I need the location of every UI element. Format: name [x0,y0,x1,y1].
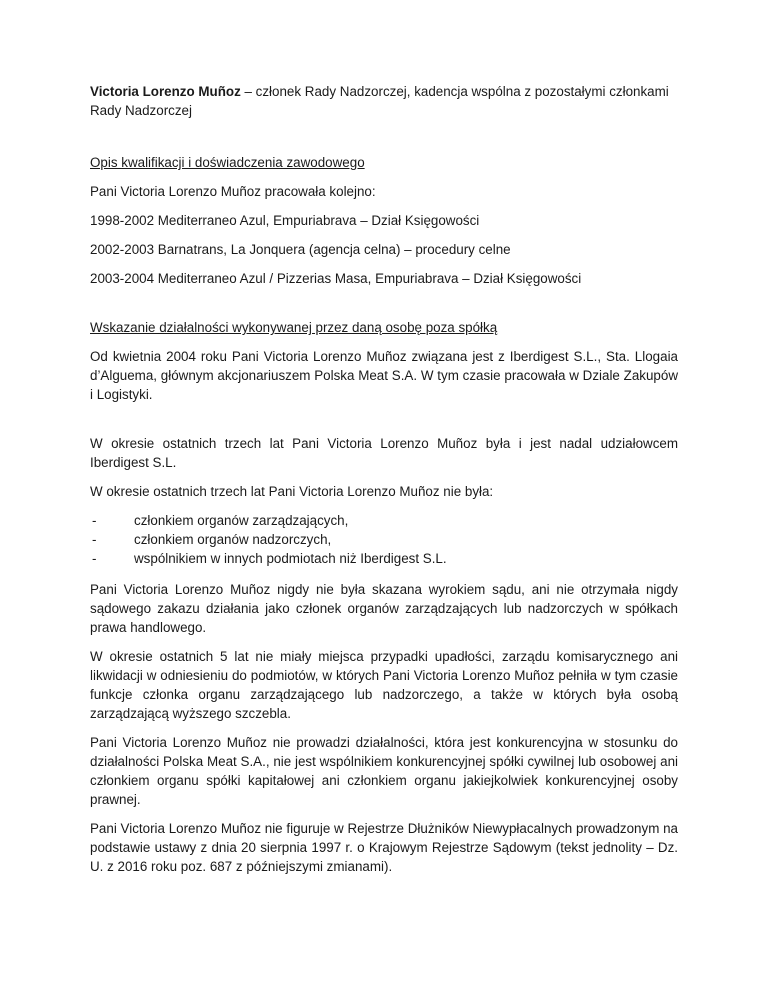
list-item-text: członkiem organów zarządzających, [134,513,349,528]
qualifications-heading: Opis kwalifikacji i doświadczenia zawodowego [90,155,365,170]
activities-paragraph-5: W okresie ostatnich 5 lat nie miały miejsca przypadki upadłości, zarządu komisarycznego ani likwidacji w odniesieniu do podmiotów, w których Pani Victoria Lorenzo Muñoz pełniła w tym czasie funkcje członka organu zarządzającego lub nadzorczego, a także w których była osobą zarządzającą wyższego szczebla. [90,649,678,721]
activities-heading: Wskazanie działalności wykonywanej przez daną osobę poza spółką [90,320,498,335]
activities-paragraph-7: Pani Victoria Lorenzo Muñoz nie figuruje w Rejestrze Dłużników Niewypłacalnych prowadzonym na podstawie ustawy z dnia 20 sierpnia 1997 r. o Krajowym Rejestrze Sądowym (tekst jednolity – Dz. U. z 2016 roku poz. 687 z późniejszymi zmianami). [90,821,678,874]
list-item-text: członkiem organów nadzorczych, [134,532,332,547]
job-entry: 2003-2004 Mediterraneo Azul / Pizzerias Masa, Empuriabrava – Dział Księgowości [90,271,582,286]
job-entry: 1998-2002 Mediterraneo Azul, Empuriabrava – Dział Księgowości [90,213,480,228]
list-item-text: wspólnikiem w innych podmiotach niż Iberdigest S.L. [134,551,447,566]
document-body [90,82,678,886]
person-name: Victoria Lorenzo Muñoz [90,84,241,99]
list-item [90,549,678,568]
list-item [90,530,678,549]
list-dash: - [92,551,97,566]
job-entry: 2002-2003 Barnatrans, La Jonquera (agencja celna) – procedury celne [90,242,511,257]
list-dash: - [92,513,97,528]
roles-list [90,511,678,568]
activities-paragraph-3: W okresie ostatnich trzech lat Pani Victoria Lorenzo Muñoz nie była: [90,484,494,499]
activities-paragraph-1: Od kwietnia 2004 roku Pani Victoria Lorenzo Muñoz związana jest z Iberdigest S.L., Sta. Llogaia d’Alguema, głównym akcjonariuszem Polska Meat S.A. W tym czasie pracowała w Dziale Zakupów i Logistyki. [90,349,678,402]
intro-paragraph [90,82,678,120]
activities-paragraph-6: Pani Victoria Lorenzo Muñoz nie prowadzi działalności, która jest konkurencyjna w stosunku do działalności Polska Meat S.A., nie jest wspólnikiem konkurencyjnej spółki cywilnej lub osobowej ani członkiem organu spółki kapitałowej ani członkiem organu jakiejkolwiek konkurencyjnej osoby prawnej. [90,735,678,807]
activities-paragraph-4: Pani Victoria Lorenzo Muñoz nigdy nie była skazana wyrokiem sądu, ani nie otrzymała nigdy sądowego zakazu działania jako członek organów zarządzających lub nadzorczych w spółkach prawa handlowego. [90,582,678,635]
activities-paragraph-2: W okresie ostatnich trzech lat Pani Victoria Lorenzo Muñoz była i jest nadal udziałowcem Iberdigest S.L. [90,436,678,470]
person-role: – członek Rady Nadzorczej, kadencja wspólna z pozostałymi członkami Rady Nadzorczej [90,84,669,118]
list-item [90,511,678,530]
list-dash: - [92,532,97,547]
qualifications-intro: Pani Victoria Lorenzo Muñoz pracowała kolejno: [90,184,376,199]
